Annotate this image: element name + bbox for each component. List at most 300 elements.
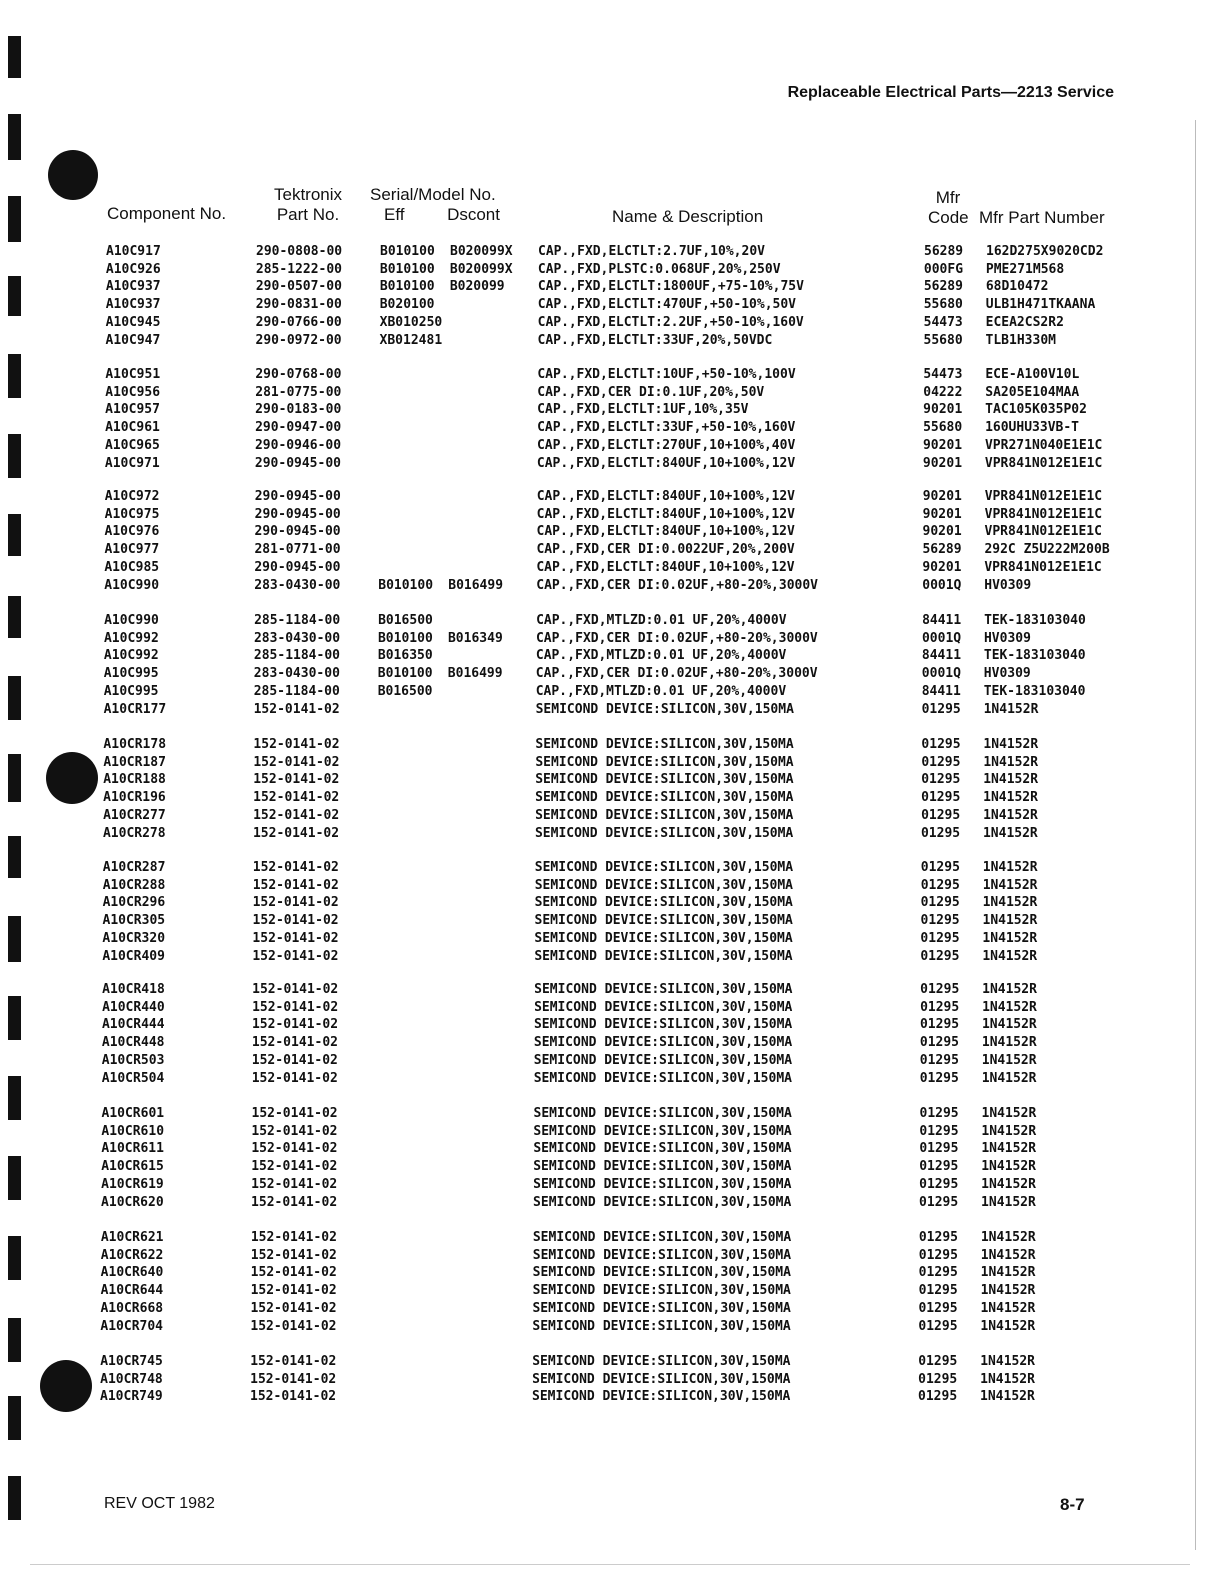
cell-description: SEMICOND DEVICE:SILICON,30V,150MA — [532, 1300, 791, 1316]
cell-mfr-part-number: 1N4152R — [981, 1159, 1037, 1175]
cell-serial-eff: B016500 — [377, 683, 433, 699]
cell-part-no: 152-0141-02 — [250, 1283, 337, 1299]
cell-mfr-code: 90201 — [923, 402, 963, 418]
cell-mfr-code: 01295 — [919, 1123, 959, 1139]
cell-serial-eff: B010100 — [379, 261, 435, 277]
cell-component-no: A10CR640 — [100, 1265, 164, 1281]
cell-mfr-code: 84411 — [921, 648, 962, 664]
cell-component-no: A10CR187 — [103, 754, 166, 770]
cell-part-no: 152-0141-02 — [251, 1194, 338, 1210]
cell-mfr-part-number: VPR841N012E1E1C — [984, 524, 1102, 540]
cell-mfr-code: 01295 — [918, 1265, 958, 1281]
column-header-component: Component No. — [107, 204, 227, 223]
cell-component-no: A10CR620 — [101, 1194, 164, 1210]
cell-description: SEMICOND DEVICE:SILICON,30V,150MA — [535, 772, 794, 788]
cell-mfr-part-number: 1N4152R — [982, 895, 1038, 911]
cell-mfr-code: 01295 — [920, 825, 961, 841]
cell-component-no: A10C975 — [104, 506, 160, 522]
cell-mfr-part-number: SA205E104MAA — [985, 384, 1080, 400]
cell-mfr-part-number: HV0309 — [983, 630, 1031, 646]
cell-serial-dscont: B016349 — [447, 630, 503, 646]
cell-mfr-code: 01295 — [920, 913, 960, 929]
cell-part-no: 152-0141-02 — [250, 1389, 337, 1405]
cell-mfr-part-number: 1N4152R — [981, 1141, 1037, 1157]
cell-description: SEMICOND DEVICE:SILICON,30V,150MA — [535, 754, 794, 770]
cell-mfr-part-number: 1N4152R — [980, 1247, 1036, 1263]
cell-component-no: A10C977 — [104, 542, 160, 558]
cell-component-no: A10CR177 — [103, 701, 167, 717]
cell-part-no: 152-0141-02 — [251, 1176, 338, 1192]
cell-serial-eff: B020100 — [379, 297, 435, 313]
cell-part-no: 152-0141-02 — [251, 1159, 338, 1175]
cell-part-no: 152-0141-02 — [253, 807, 340, 823]
cell-mfr-part-number: 1N4152R — [981, 1106, 1037, 1121]
footer-page-number: 8-7 — [1060, 1495, 1085, 1514]
cell-mfr-part-number: 68D10472 — [985, 279, 1049, 295]
cell-part-no: 290-0808-00 — [256, 244, 343, 259]
cell-description: CAP.,FXD,ELCTLT:270UF,10+100%,40V — [536, 437, 796, 453]
cell-mfr-part-number: 1N4152R — [980, 1265, 1036, 1281]
cell-mfr-part-number: 1N4152R — [981, 1194, 1036, 1210]
cell-component-no: A10C972 — [104, 489, 160, 504]
cell-part-no: 285-1184-00 — [254, 613, 341, 628]
cell-part-no: 285-1222-00 — [255, 261, 342, 277]
cell-part-no: 290-0946-00 — [254, 437, 342, 453]
cell-part-no: 290-0766-00 — [255, 314, 342, 330]
cell-component-no: A10CR745 — [100, 1354, 163, 1369]
cell-mfr-part-number: 1N4152R — [980, 1389, 1035, 1405]
cell-mfr-code: 56289 — [924, 244, 964, 259]
cell-description: CAP.,FXD,CER DI:0.0022UF,20%,200V — [536, 542, 795, 558]
column-header-mfr-line1: Mfr — [935, 188, 961, 207]
column-header-serial-line1: Serial/Model No. — [370, 185, 496, 204]
cell-mfr-code: 01295 — [920, 895, 960, 911]
cell-component-no: A10C937 — [105, 279, 161, 295]
cell-mfr-code: 01295 — [919, 1176, 959, 1192]
cell-description: SEMICOND DEVICE:SILICON,30V,150MA — [533, 1159, 792, 1175]
cell-mfr-part-number: 1N4152R — [981, 1070, 1037, 1086]
cell-part-no: 285-1184-00 — [253, 648, 340, 664]
cell-description: CAP.,FXD,MTLZD:0.01 UF,20%,4000V — [535, 683, 787, 699]
cell-part-no: 152-0141-02 — [251, 1106, 338, 1121]
cell-mfr-part-number: TEK-183103040 — [983, 683, 1086, 699]
cell-mfr-code: 84411 — [921, 683, 961, 699]
cell-component-no: A10CR288 — [102, 877, 166, 893]
cell-description: SEMICOND DEVICE:SILICON,30V,150MA — [532, 1230, 792, 1245]
cell-mfr-code: 01295 — [921, 772, 961, 788]
cell-component-no: A10C957 — [105, 402, 160, 418]
cell-mfr-part-number: VPR841N012E1E1C — [984, 506, 1103, 522]
cell-part-no: 152-0141-02 — [252, 860, 339, 875]
cell-part-no: 290-0945-00 — [254, 489, 341, 504]
cell-serial-eff: B010100 — [379, 279, 435, 295]
cell-description: CAP.,FXD,ELCTLT:840UF,10+100%,12V — [536, 455, 796, 471]
cell-part-no: 290-0768-00 — [255, 367, 342, 382]
cell-mfr-code: 01295 — [920, 930, 960, 946]
cell-part-no: 152-0141-02 — [251, 1123, 338, 1139]
cell-part-no: 152-0141-02 — [252, 825, 340, 841]
cell-part-no: 281-0771-00 — [254, 542, 341, 558]
cell-part-no: 290-0972-00 — [255, 332, 342, 348]
cell-component-no: A10CR611 — [101, 1141, 164, 1157]
cell-serial-dscont: B020099X — [449, 261, 513, 277]
cell-mfr-code: 01295 — [920, 860, 960, 875]
cell-description: CAP.,FXD,ELCTLT:2.2UF,+50-10%,160V — [537, 314, 804, 330]
cell-component-no: A10CR749 — [100, 1389, 163, 1405]
cell-mfr-code: 01295 — [920, 982, 960, 997]
cell-description: SEMICOND DEVICE:SILICON,30V,150MA — [534, 877, 793, 893]
cell-mfr-code: 01295 — [919, 1141, 959, 1157]
column-header-dscont: Dscont — [447, 205, 500, 224]
cell-description: SEMICOND DEVICE:SILICON,30V,150MA — [533, 1123, 792, 1139]
cell-part-no: 290-0945-00 — [254, 559, 341, 575]
cell-mfr-code: 01295 — [918, 1371, 958, 1387]
cell-component-no: A10C947 — [105, 332, 161, 348]
cell-mfr-code: 01295 — [921, 790, 961, 806]
cell-mfr-code: 01295 — [921, 807, 961, 823]
cell-component-no: A10CR615 — [101, 1159, 164, 1175]
cell-serial-dscont: B020099 — [449, 279, 505, 295]
cell-mfr-code: 90201 — [922, 506, 962, 522]
cell-mfr-part-number: 1N4152R — [982, 930, 1038, 946]
cell-mfr-part-number: 1N4152R — [982, 982, 1037, 997]
cell-mfr-part-number: 1N4152R — [981, 1052, 1037, 1068]
cell-serial-eff: B010100 — [378, 577, 434, 593]
cell-mfr-part-number: HV0309 — [983, 666, 1031, 682]
cell-description: SEMICOND DEVICE:SILICON,30V,150MA — [535, 790, 794, 806]
cell-component-no: A10C985 — [104, 559, 160, 575]
cell-component-no: A10CR668 — [100, 1300, 164, 1316]
cell-serial-eff: B010100 — [380, 244, 435, 259]
cell-description: CAP.,FXD,CER DI:0.02UF,+80-20%,3000V — [535, 666, 818, 682]
cell-mfr-code: 84411 — [922, 613, 962, 628]
cell-part-no: 283-0430-00 — [253, 666, 340, 682]
cell-mfr-part-number: 1N4152R — [981, 1017, 1037, 1033]
cell-mfr-part-number: VPR841N012E1E1C — [984, 489, 1103, 504]
cell-mfr-code: 01295 — [921, 701, 961, 717]
cell-mfr-code: 90201 — [922, 559, 962, 575]
cell-mfr-part-number: VPR841N012E1E1C — [984, 455, 1103, 471]
cell-mfr-part-number: TAC105K035P02 — [985, 402, 1087, 418]
cell-component-no: A10C945 — [105, 314, 161, 330]
cell-part-no: 152-0141-02 — [250, 1300, 337, 1316]
cell-mfr-code: 04222 — [923, 384, 963, 400]
cell-mfr-part-number: 1N4152R — [980, 1230, 1036, 1245]
cell-part-no: 290-0947-00 — [255, 420, 342, 436]
cell-mfr-code: 01295 — [918, 1318, 958, 1334]
cell-part-no: 285-1184-00 — [253, 683, 340, 699]
cell-mfr-part-number: 1N4152R — [980, 1371, 1035, 1387]
cell-component-no: A10C926 — [105, 261, 161, 277]
cell-description: CAP.,FXD,PLSTC:0.068UF,20%,250V — [537, 261, 781, 277]
cell-mfr-code: 01295 — [919, 1035, 960, 1051]
cell-mfr-code: 01295 — [919, 1106, 959, 1121]
cell-description: SEMICOND DEVICE:SILICON,30V,150MA — [532, 1354, 791, 1369]
cell-mfr-code: 01295 — [918, 1354, 958, 1369]
cell-description: SEMICOND DEVICE:SILICON,30V,150MA — [534, 982, 793, 997]
cell-component-no: A10C971 — [104, 455, 160, 471]
cell-part-no: 152-0141-02 — [252, 895, 339, 911]
cell-mfr-code: 56289 — [923, 279, 963, 295]
cell-mfr-code: 90201 — [922, 455, 963, 471]
cell-description: CAP.,FXD,ELCTLT:840UF,10+100%,12V — [536, 506, 795, 522]
cell-component-no: A10C951 — [105, 367, 161, 382]
cell-description: SEMICOND DEVICE:SILICON,30V,150MA — [532, 1265, 791, 1281]
cell-mfr-code: 90201 — [922, 437, 963, 453]
cell-part-no: 290-0183-00 — [255, 402, 342, 418]
cell-component-no: A10CR748 — [100, 1371, 163, 1387]
cell-mfr-code: 01295 — [918, 1230, 958, 1245]
cell-mfr-part-number: TEK-183103040 — [984, 613, 1086, 628]
cell-component-no: A10CR320 — [102, 930, 166, 946]
cell-description: SEMICOND DEVICE:SILICON,30V,150MA — [535, 807, 794, 823]
cell-mfr-part-number: 1N4152R — [980, 1283, 1036, 1299]
cell-mfr-part-number: VPR841N012E1E1C — [984, 559, 1102, 575]
cell-mfr-part-number: 1N4152R — [983, 772, 1039, 788]
cell-serial-eff: XB010250 — [379, 314, 443, 330]
cell-component-no: A10CR444 — [101, 1017, 165, 1033]
cell-serial-eff: B016350 — [377, 648, 433, 664]
cell-part-no: 152-0141-02 — [252, 999, 339, 1015]
cell-mfr-part-number: 1N4152R — [982, 999, 1037, 1015]
cell-mfr-code: 01295 — [920, 877, 960, 893]
cell-component-no: A10CR619 — [101, 1176, 164, 1192]
cell-mfr-code: 01295 — [918, 1300, 958, 1316]
cell-component-no: A10CR296 — [102, 895, 166, 911]
cell-description: SEMICOND DEVICE:SILICON,30V,150MA — [533, 1070, 792, 1086]
cell-description: SEMICOND DEVICE:SILICON,30V,150MA — [533, 1194, 792, 1210]
cell-part-no: 290-0831-00 — [255, 297, 342, 313]
cell-component-no: A10CR448 — [101, 1035, 165, 1051]
cell-component-no: A10CR644 — [100, 1283, 164, 1299]
column-header-part-line1: Tektronix — [273, 185, 343, 204]
cell-mfr-part-number: TEK-183103040 — [983, 648, 1086, 664]
cell-description: SEMICOND DEVICE:SILICON,30V,150MA — [534, 913, 793, 929]
cell-mfr-part-number: ECE-A100V10L — [985, 367, 1080, 382]
cell-part-no: 152-0141-02 — [250, 1265, 337, 1281]
cell-component-no: A10CR440 — [102, 999, 165, 1015]
cell-part-no: 152-0141-02 — [253, 790, 340, 806]
cell-part-no: 152-0141-02 — [250, 1247, 337, 1263]
cell-mfr-code: 01295 — [919, 1052, 959, 1068]
cell-mfr-part-number: 1N4152R — [981, 1123, 1037, 1139]
cell-mfr-code: 0001Q — [921, 630, 962, 646]
column-header-mfr-part-number: Mfr Part Number — [979, 208, 1105, 227]
column-header-part-line2: Part No. — [276, 205, 340, 224]
cell-description: SEMICOND DEVICE:SILICON,30V,150MA — [533, 1035, 793, 1051]
cell-component-no: A10C990 — [104, 577, 160, 593]
cell-part-no: 290-0945-00 — [254, 506, 341, 522]
cell-mfr-part-number: 1N4152R — [981, 1176, 1036, 1192]
cell-mfr-part-number: 162D275X9020CD2 — [986, 244, 1104, 259]
cell-part-no: 283-0430-00 — [253, 630, 341, 646]
cell-mfr-part-number: HV0309 — [984, 577, 1032, 593]
cell-description: SEMICOND DEVICE:SILICON,30V,150MA — [533, 1176, 792, 1192]
cell-part-no: 152-0141-02 — [253, 754, 340, 770]
cell-component-no: A10CR409 — [102, 948, 165, 964]
cell-mfr-part-number: 1N4152R — [983, 790, 1038, 806]
footer-revision: REV OCT 1982 — [104, 1495, 215, 1512]
cell-mfr-part-number: 1N4152R — [980, 1318, 1036, 1334]
cell-mfr-code: 0001Q — [921, 666, 961, 682]
cell-description: SEMICOND DEVICE:SILICON,30V,150MA — [534, 895, 793, 911]
cell-description: SEMICOND DEVICE:SILICON,30V,150MA — [534, 948, 793, 964]
cell-part-no: 152-0141-02 — [252, 948, 339, 964]
cell-description: CAP.,FXD,ELCTLT:2.7UF,10%,20V — [538, 244, 765, 259]
cell-serial-dscont: B020099X — [450, 244, 513, 259]
cell-mfr-code: 01295 — [920, 999, 960, 1015]
cell-mfr-code: 0001Q — [922, 577, 962, 593]
cell-component-no: A10C976 — [104, 524, 160, 540]
cell-part-no: 152-0141-02 — [251, 1052, 338, 1068]
cell-mfr-code: 01295 — [918, 1247, 958, 1263]
cell-mfr-code: 55680 — [923, 420, 963, 436]
cell-description: CAP.,FXD,ELCTLT:33UF,+50-10%,160V — [537, 420, 796, 436]
cell-component-no: A10CR287 — [102, 860, 166, 875]
cell-mfr-code: 01295 — [919, 1159, 959, 1175]
cell-mfr-code: 90201 — [922, 489, 962, 504]
cell-mfr-part-number: 1N4152R — [983, 737, 1039, 752]
cell-mfr-part-number: 1N4152R — [982, 948, 1038, 964]
cell-description: CAP.,FXD,MTLZD:0.01 UF,20%,4000V — [535, 648, 787, 664]
cell-description: CAP.,FXD,CER DI:0.02UF,+80-20%,3000V — [536, 577, 819, 593]
cell-mfr-code: 01295 — [920, 948, 960, 964]
cell-mfr-part-number: 1N4152R — [982, 913, 1038, 929]
cell-mfr-code: 01295 — [919, 1017, 960, 1033]
cell-component-no: A10CR622 — [100, 1247, 164, 1263]
cell-description: CAP.,FXD,ELCTLT:33UF,20%,50VDC — [537, 332, 773, 348]
cell-serial-eff: XB012481 — [379, 332, 443, 348]
cell-component-no: A10CR305 — [102, 913, 166, 929]
cell-serial-eff: B010100 — [377, 666, 433, 682]
cell-part-no: 152-0141-02 — [251, 1017, 339, 1033]
column-header-mfr-line2: Code — [928, 208, 969, 227]
cell-part-no: 152-0141-02 — [252, 982, 339, 997]
cell-description: SEMICOND DEVICE:SILICON,30V,150MA — [532, 1389, 791, 1405]
cell-component-no: A10CR503 — [101, 1052, 165, 1068]
cell-mfr-part-number: 1N4152R — [983, 701, 1039, 717]
cell-mfr-code: 01295 — [921, 737, 961, 752]
cell-component-no: A10CR621 — [100, 1230, 164, 1245]
cell-mfr-code: 54473 — [923, 367, 963, 382]
cell-mfr-part-number: TLB1H330M — [985, 332, 1056, 348]
cell-component-no: A10C917 — [106, 244, 161, 259]
cell-component-no: A10CR277 — [103, 807, 166, 823]
cell-serial-dscont: B016499 — [447, 666, 503, 682]
cell-mfr-part-number: 1N4152R — [982, 860, 1038, 875]
cell-mfr-code: 56289 — [922, 542, 962, 558]
cell-mfr-code: 55680 — [923, 332, 963, 348]
cell-part-no: 152-0141-02 — [252, 913, 339, 929]
cell-component-no: A10C990 — [104, 613, 159, 628]
cell-description: SEMICOND DEVICE:SILICON,30V,150MA — [532, 1371, 791, 1387]
cell-part-no: 152-0141-02 — [250, 1318, 337, 1334]
cell-mfr-part-number: VPR271N040E1E1C — [984, 437, 1103, 453]
cell-description: CAP.,FXD,CER DI:0.1UF,20%,50V — [537, 384, 765, 400]
cell-description: CAP.,FXD,MTLZD:0.01 UF,20%,4000V — [536, 613, 787, 628]
cell-component-no: A10CR704 — [100, 1318, 164, 1334]
cell-mfr-part-number: PME271M568 — [985, 261, 1065, 277]
cell-description: CAP.,FXD,ELCTLT:1UF,10%,35V — [537, 402, 749, 418]
cell-part-no: 152-0141-02 — [252, 930, 339, 946]
cell-description: SEMICOND DEVICE:SILICON,30V,150MA — [534, 999, 793, 1015]
cell-mfr-part-number: 1N4152R — [980, 1300, 1036, 1316]
cell-description: SEMICOND DEVICE:SILICON,30V,150MA — [532, 1247, 792, 1263]
cell-part-no: 152-0141-02 — [252, 877, 339, 893]
cell-description: SEMICOND DEVICE:SILICON,30V,150MA — [532, 1318, 791, 1334]
cell-mfr-code: 01295 — [918, 1389, 958, 1405]
cell-component-no: A10CR418 — [102, 982, 165, 997]
cell-description: CAP.,FXD,ELCTLT:840UF,10+100%,12V — [536, 559, 795, 575]
cell-mfr-part-number: 1N4152R — [982, 825, 1038, 841]
cell-mfr-code: 01295 — [918, 1283, 958, 1299]
column-header-name: Name & Description — [612, 207, 764, 226]
cell-description: SEMICOND DEVICE:SILICON,30V,150MA — [534, 930, 793, 946]
cell-mfr-code: 000FG — [923, 261, 964, 277]
cell-mfr-code: 01295 — [919, 1194, 959, 1210]
cell-component-no: A10CR188 — [103, 772, 166, 788]
cell-part-no: 290-0507-00 — [255, 279, 342, 295]
cell-description: SEMICOND DEVICE:SILICON,30V,150MA — [534, 825, 794, 841]
cell-component-no: A10C995 — [103, 666, 159, 682]
cell-part-no: 283-0430-00 — [254, 577, 341, 593]
page-header-title: Replaceable Electrical Parts—2213 Service — [787, 84, 1114, 101]
cell-description: CAP.,FXD,ELCTLT:840UF,10+100%,12V — [536, 489, 795, 504]
cell-part-no: 281-0775-00 — [255, 384, 342, 400]
cell-mfr-code: 55680 — [923, 297, 963, 313]
cell-part-no: 152-0141-02 — [250, 1230, 337, 1245]
cell-component-no: A10C992 — [103, 630, 159, 646]
cell-mfr-code: 01295 — [919, 1070, 959, 1086]
cell-mfr-part-number: ULB1H471TKAANA — [985, 297, 1096, 313]
cell-mfr-code: 54473 — [923, 314, 963, 330]
cell-description: CAP.,FXD,CER DI:0.02UF,+80-20%,3000V — [535, 630, 818, 646]
cell-description: CAP.,FXD,ELCTLT:470UF,+50-10%,50V — [537, 297, 796, 313]
cell-part-no: 152-0141-02 — [251, 1070, 338, 1086]
cell-mfr-part-number: 1N4152R — [982, 877, 1038, 893]
cell-mfr-part-number: 1N4152R — [981, 1035, 1037, 1051]
cell-serial-eff: B016500 — [378, 613, 433, 628]
cell-description: SEMICOND DEVICE:SILICON,30V,150MA — [532, 1283, 791, 1299]
cell-part-no: 290-0945-00 — [254, 455, 341, 471]
cell-component-no: A10C961 — [105, 420, 160, 436]
cell-description: SEMICOND DEVICE:SILICON,30V,150MA — [535, 701, 794, 717]
cell-part-no: 290-0945-00 — [254, 524, 341, 540]
cell-description: CAP.,FXD,ELCTLT:840UF,10+100%,12V — [536, 524, 795, 540]
cell-part-no: 152-0141-02 — [253, 737, 340, 752]
cell-component-no: A10CR196 — [103, 790, 166, 806]
cell-serial-dscont: B016499 — [448, 577, 504, 593]
cell-component-no: A10C995 — [103, 683, 159, 699]
cell-component-no: A10C937 — [105, 297, 161, 313]
cell-mfr-part-number: 1N4152R — [980, 1354, 1036, 1369]
column-header-eff: Eff — [384, 205, 405, 224]
cell-part-no: 152-0141-02 — [250, 1354, 337, 1369]
cell-mfr-part-number: 292C Z5U222M200B — [984, 542, 1110, 558]
cell-component-no: A10CR504 — [101, 1070, 165, 1086]
cell-description: SEMICOND DEVICE:SILICON,30V,150MA — [534, 860, 794, 875]
cell-description: SEMICOND DEVICE:SILICON,30V,150MA — [533, 1052, 793, 1068]
cell-description: CAP.,FXD,ELCTLT:10UF,+50-10%,100V — [537, 367, 796, 382]
cell-component-no: A10CR601 — [101, 1106, 165, 1121]
cell-component-no: A10C992 — [103, 648, 159, 664]
cell-mfr-part-number: 1N4152R — [983, 754, 1039, 770]
cell-component-no: A10C965 — [104, 437, 160, 453]
cell-part-no: 152-0141-02 — [250, 1371, 337, 1387]
cell-serial-eff: B010100 — [377, 630, 433, 646]
cell-mfr-code: 90201 — [922, 524, 962, 540]
cell-part-no: 152-0141-02 — [251, 1141, 338, 1157]
